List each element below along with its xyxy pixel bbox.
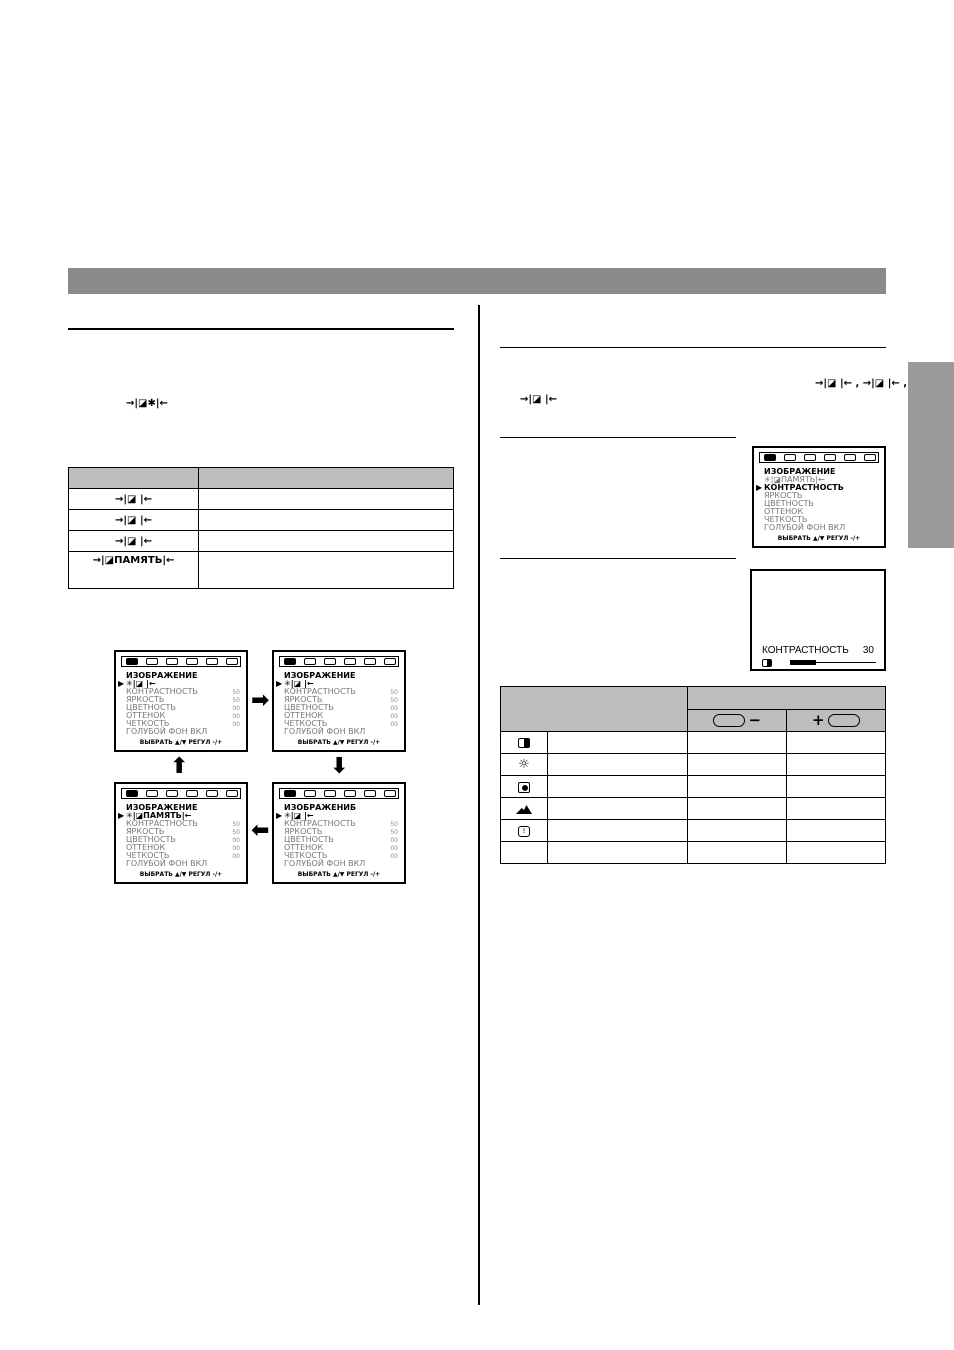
mode-symbol: →|◪ |← bbox=[69, 510, 199, 531]
osd-screen-2: ИЗОБРАЖЕНИЕ ▶ ✳|◪ |← КОНТРАСТНОСТЬ 50 ЯРКОСТЬ 50 ЦВЕТНОСТЬ 00 ОТТЕНОК 00 ЧЕТКОСТЬ 00 ГОЛУБОЙ ФОН ВКЛ ВЫБРАТЬ ▲/▼ РЕГУЛ -/+ bbox=[272, 650, 406, 752]
osd-screen-3: ИЗОБРАЖЕНИБ ▶ ✳|◪ |← КОНТРАСТНОСТЬ 50 ЯРКОСТЬ 50 ЦВЕТНОСТЬ 00 ОТТЕНОК 00 ЧЕТКОСТЬ 00 ГОЛУБОЙ ФОН ВКЛ ВЫБРАТЬ ▲/▼ РЕГУЛ -/+ bbox=[272, 782, 406, 884]
intro-mode-symbol: →|◪✱|← bbox=[126, 398, 168, 409]
right-heading-rule bbox=[500, 347, 886, 348]
level-bar bbox=[790, 660, 816, 665]
adjust-table bbox=[500, 686, 886, 864]
osd-tab-bar bbox=[121, 656, 241, 667]
osd-screen-4: ИЗОБРАЖЕНИЕ ▶ ✳|◪ПАМЯТЬ|← КОНТРАСТНОСТЬ 50 ЯРКОСТЬ 50 ЦВЕТНОСТЬ 00 ОТТЕНОК 00 ЧЕТКОСТЬ 00 ГОЛУБОЙ ФОН ВКЛ ВЫБРАТЬ ▲/▼ РЕГУЛ -/+ bbox=[114, 782, 248, 884]
osd-screen-select: ИЗОБРАЖЕНИЕ ✳|◪ПАМЯТЬ|← ▶ КОНТРАСТНОСТЬ ЯРКОСТЬ ЦВЕТНОСТЬ ОТТЕНОК ЧЕТКОСТЬ ГОЛУБОЙ ФОН ВКЛ ВЫБРАТЬ ▲/▼ РЕГУЛ -/+ bbox=[752, 446, 886, 548]
contrast-value: 30 bbox=[862, 645, 874, 656]
mode-symbol: →|◪ |← bbox=[69, 531, 199, 552]
contrast-label: КОНТРАСТНОСТЬ bbox=[762, 645, 849, 656]
brightness-icon: ☼ bbox=[518, 757, 530, 772]
sharpness-icon: ! bbox=[518, 826, 530, 837]
mode-symbol: →|◪ |← bbox=[69, 489, 199, 510]
plus-column-header: + bbox=[787, 709, 886, 732]
right-mode-symbols-line1: →|◪ |← , →|◪ |← , bbox=[815, 378, 908, 389]
arrow-up-icon: ⬆ bbox=[170, 754, 189, 779]
arrow-left-icon: ⬅ bbox=[251, 818, 270, 843]
hue-icon bbox=[516, 804, 532, 814]
contrast-icon bbox=[518, 738, 530, 748]
column-divider bbox=[478, 305, 480, 1305]
minus-column-header: − bbox=[688, 709, 787, 732]
mode-symbol: →|◪ПАМЯТЬ|← bbox=[69, 552, 199, 589]
section-header-band bbox=[68, 268, 886, 294]
step2-rule bbox=[500, 558, 736, 559]
step1-rule bbox=[500, 437, 736, 438]
chapter-side-tab bbox=[908, 362, 954, 548]
left-heading-rule bbox=[68, 328, 454, 330]
arrow-right-icon: ➡ bbox=[251, 688, 270, 713]
arrow-down-icon: ⬇ bbox=[330, 754, 349, 779]
picture-mode-table bbox=[68, 467, 454, 589]
colour-icon bbox=[518, 782, 530, 793]
contrast-icon bbox=[762, 659, 772, 667]
right-mode-symbols-line2: →|◪ |← bbox=[520, 394, 557, 405]
contrast-adjust-screen bbox=[750, 569, 886, 671]
osd-screen-1: ИЗОБРАЖЕНИЕ ▶ ✳|◪ |← КОНТРАСТНОСТЬ 50 ЯРКОСТЬ 50 ЦВЕТНОСТЬ 00 ОТТЕНОК 00 ЧЕТКОСТЬ 00 ГОЛУБОЙ ФОН ВКЛ ВЫБРАТЬ ▲/▼ РЕГУЛ -/+ bbox=[114, 650, 248, 752]
